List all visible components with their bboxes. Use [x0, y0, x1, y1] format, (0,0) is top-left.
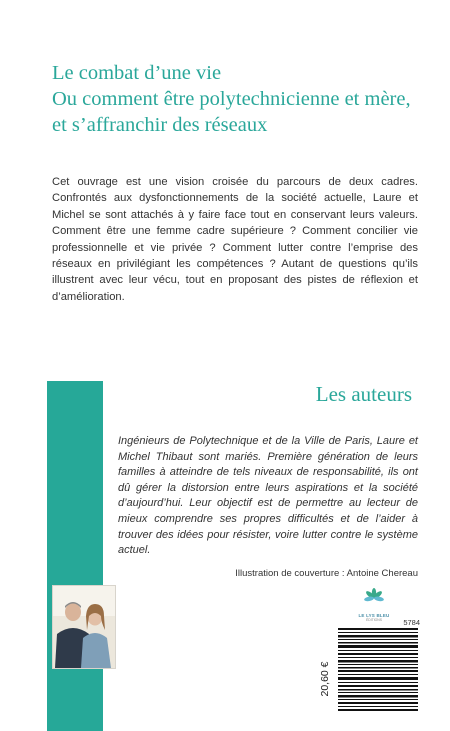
- code-number: 5784: [403, 618, 420, 627]
- publisher-name: LE LYS BLEU: [358, 613, 390, 618]
- authors-bio: Ingénieurs de Polytechnique et de la Ville de Paris, Laure et Michel Thibaut sont mariés. Première génération de leurs familles à atteindre de tels niveaux de responsabilité, ils ont dû gérer la distorsion entre leurs aspirations et la société d’aujourd’hui. Leur objectif est de permettre au lecteur de mieux comprendre ses propres difficultés et de l’aider à trouver des idées pour résister, voire lutter contre le système actuel.: [118, 435, 418, 557]
- authors-heading: Les auteurs: [315, 382, 412, 406]
- publisher-sub: ÉDITIONS: [365, 618, 382, 622]
- price-label: [318, 654, 332, 704]
- book-title: [52, 60, 432, 138]
- lily-icon: [363, 588, 385, 608]
- book-description: Cet ouvrage est une vision croisée du parcours de deux cadres. Confrontés aux dysfonctionnements de la société actuelle, Laure et Michel se sont attachés à y faire face tout en conservant leurs valeurs. Comment être une femme cadre supérieure ? Comment concilier vie professionnelle et vie privée ? Comment lutter contre l’emprise des réseaux en privilégiant les compétences ? Autant de questions qu’ils illustrent avec leur vécu, tout en proposant des pistes de réflexion et d’amélioration.: [52, 176, 418, 303]
- barcode-area: [318, 618, 420, 714]
- title-line-3: et s’affranchir des réseaux: [52, 114, 268, 136]
- title-line-1: Le combat d’une vie: [52, 62, 222, 84]
- illustration-credit: Illustration de couverture : Antoine Chereau: [235, 568, 418, 579]
- authors-photo: [52, 585, 116, 669]
- title-line-2: Ou comment être polytechnicienne et mère,: [52, 88, 411, 110]
- accent-bar: [47, 381, 103, 731]
- price-text: 20,60 €: [319, 661, 331, 697]
- barcode-icon: [338, 628, 418, 712]
- authors-photo-image: [53, 586, 115, 668]
- publisher-logo: [354, 588, 394, 622]
